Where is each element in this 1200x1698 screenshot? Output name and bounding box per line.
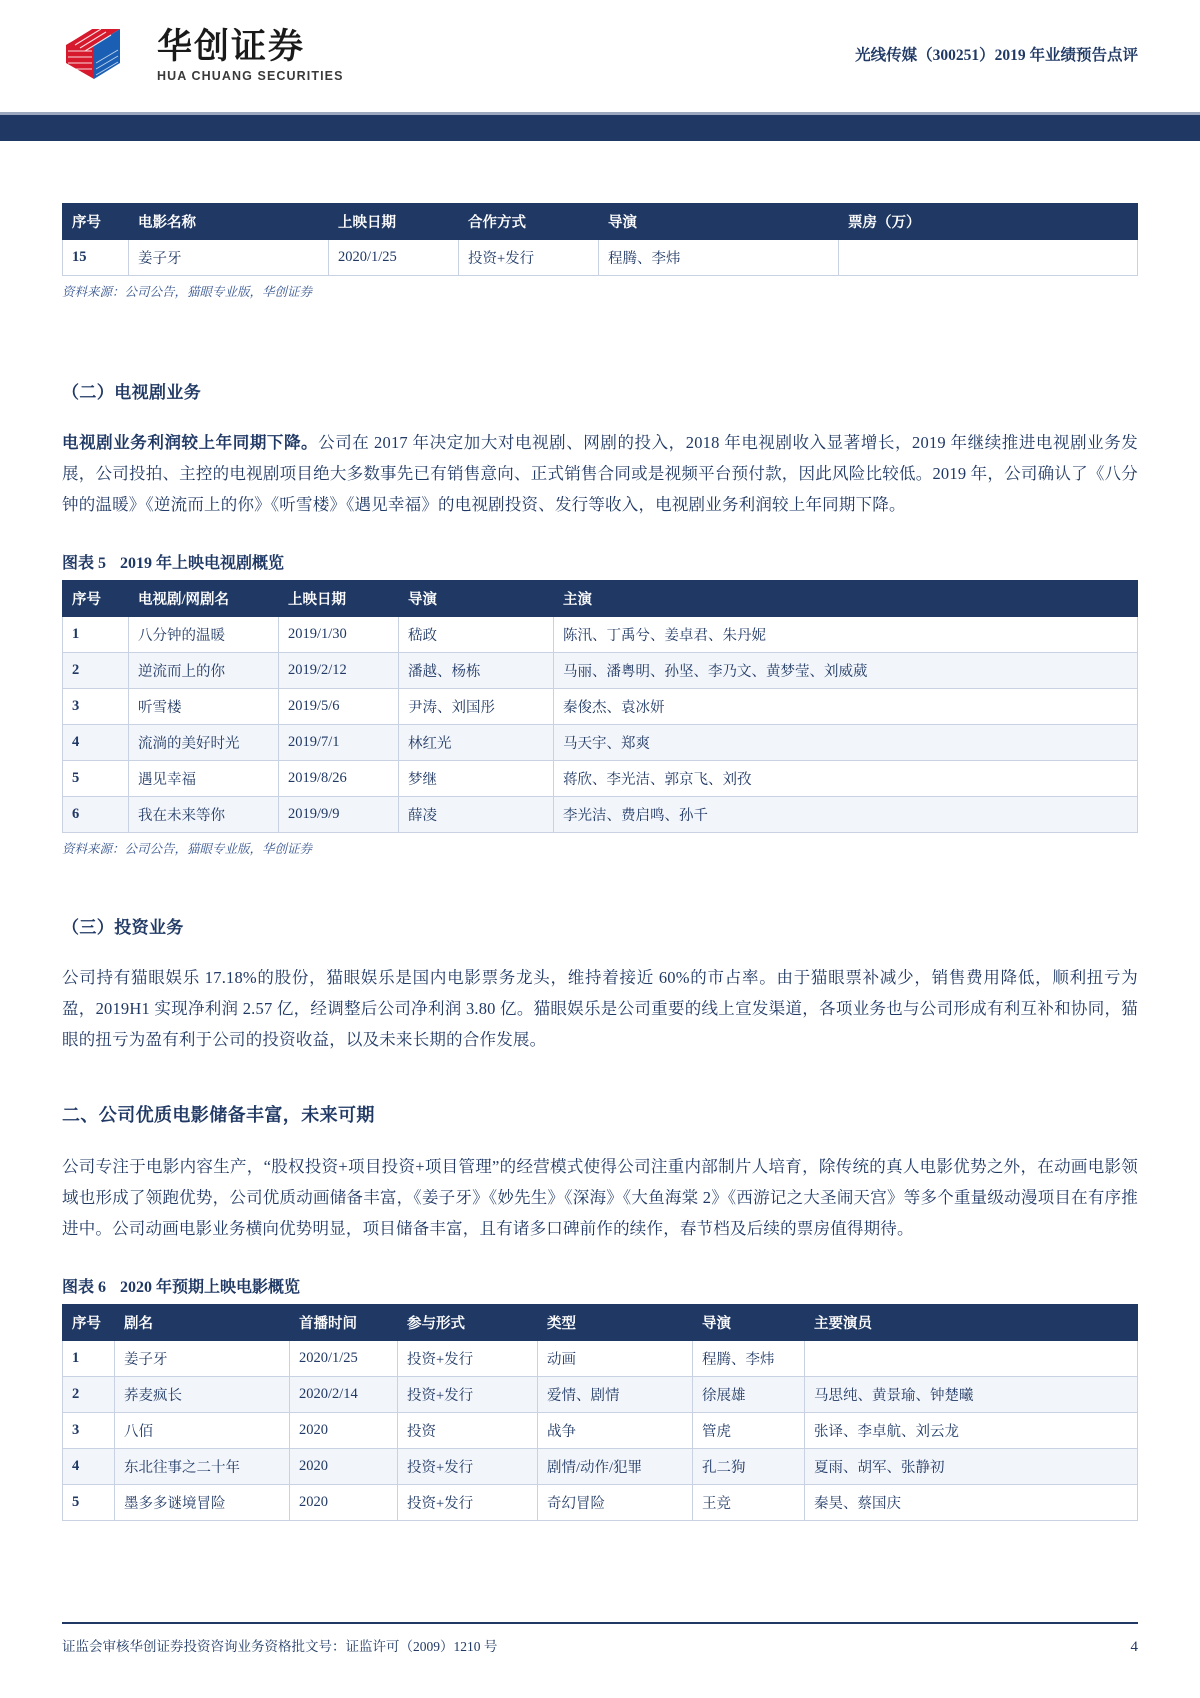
cell-lead-actors: 马天宇、郑爽 xyxy=(554,725,1138,761)
column-header: 合作方式 xyxy=(459,204,599,240)
cell-genre: 动画 xyxy=(538,1341,693,1377)
figure5-source-note: 资料来源：公司公告，猫眼专业版，华创证券 xyxy=(62,842,313,856)
cell-index: 2 xyxy=(63,1377,115,1413)
cell-main-actors: 夏雨、胡军、张静初 xyxy=(805,1449,1138,1485)
cell-drama-name: 我在未来等你 xyxy=(129,797,279,833)
page-footer xyxy=(0,1622,1200,1656)
cell-index: 1 xyxy=(63,617,129,653)
cell-title: 墨多多谜境冒险 xyxy=(115,1485,290,1521)
cell-release-date: 2020/1/25 xyxy=(329,240,459,276)
column-header: 票房（万） xyxy=(839,204,1138,240)
table-row xyxy=(63,653,1138,689)
cell-director: 王竞 xyxy=(693,1485,805,1521)
cell-participation-mode: 投资+发行 xyxy=(398,1377,538,1413)
cell-release-date: 2019/5/6 xyxy=(279,689,399,725)
footer-disclaimer: 证监会审核华创证券投资咨询业务资格批文号：证监许可（2009）1210 号 xyxy=(62,1639,498,1654)
cell-drama-name: 八分钟的温暖 xyxy=(129,617,279,653)
header-band-navy xyxy=(0,115,1200,141)
column-header: 上映日期 xyxy=(329,204,459,240)
cell-director: 梦继 xyxy=(399,761,554,797)
cell-box-office xyxy=(839,240,1138,276)
cell-index: 4 xyxy=(63,725,129,761)
cell-cooperation-mode: 投资+发行 xyxy=(459,240,599,276)
table-header-row xyxy=(63,581,1138,617)
paragraph-body: 公司在 2017 年决定加大对电视剧、网剧的投入，2018 年电视剧收入显著增长，2019 年继续推进电视剧业务发展，公司投拍、主控的电视剧项目绝大多数事先已有销售意向、正式销售合同或是视频平台预付款，因此风险比较低。2019 年，公司确认了《八分钟的温暖》《逆流而上的你》《听雪楼》《遇见幸福》的电视剧投资、发行等收入，电视剧业务利润较上年同期下降。 xyxy=(62,433,1139,514)
cell-title: 八佰 xyxy=(115,1413,290,1449)
cell-release-date: 2019/7/1 xyxy=(279,725,399,761)
report-header-title: 光线传媒（300251）2019 年业绩预告点评 xyxy=(855,47,1138,64)
column-header: 类型 xyxy=(538,1305,693,1341)
column-header: 参与形式 xyxy=(398,1305,538,1341)
cell-participation-mode: 投资+发行 xyxy=(398,1485,538,1521)
cell-genre: 剧情/动作/犯罪 xyxy=(538,1449,693,1485)
cell-director: 嵇政 xyxy=(399,617,554,653)
table-row xyxy=(63,689,1138,725)
table-row xyxy=(63,1485,1138,1521)
table-row xyxy=(63,1341,1138,1377)
cell-lead-actors: 马丽、潘粤明、孙坚、李乃文、黄梦莹、刘威葳 xyxy=(554,653,1138,689)
cell-director: 徐展雄 xyxy=(693,1377,805,1413)
table-row xyxy=(63,725,1138,761)
cell-main-actors: 张译、李卓航、刘云龙 xyxy=(805,1413,1138,1449)
column-header: 主演 xyxy=(554,581,1138,617)
table-tv-dramas-2019 xyxy=(62,580,1138,833)
column-header: 序号 xyxy=(63,204,129,240)
cell-index: 5 xyxy=(63,761,129,797)
paragraph-section-two: 公司专注于电影内容生产，“股权投资+项目投资+项目管理”的经营模式使得公司注重内部制片人培育，除传统的真人电影优势之外，在动画电影领域也形成了领跑优势，公司优质动画储备丰富，《姜子牙》《妙先生》《深海》《大鱼海棠 2》《西游记之大圣闹天宫》等多个重量级动漫项目在有序推进中。公司动画电影业务横向优势明显，项目储备丰富，且有诸多口碑前作的续作，春节档及后续的票房值得期待。 xyxy=(62,1157,1138,1238)
table-row xyxy=(63,1413,1138,1449)
table-source-note: 资料来源：公司公告，猫眼专业版，华创证券 xyxy=(62,285,313,299)
cell-index: 15 xyxy=(63,240,129,276)
cell-director: 程腾、李炜 xyxy=(599,240,839,276)
column-header: 导演 xyxy=(693,1305,805,1341)
cell-main-actors xyxy=(805,1341,1138,1377)
table-row xyxy=(63,240,1138,276)
cell-title: 荞麦疯长 xyxy=(115,1377,290,1413)
table-film-continued-wrap xyxy=(62,203,1138,300)
table-row xyxy=(63,1449,1138,1485)
table-row xyxy=(63,761,1138,797)
page-content xyxy=(0,203,1200,1521)
cell-title: 姜子牙 xyxy=(115,1341,290,1377)
cell-release-date: 2019/8/26 xyxy=(279,761,399,797)
column-header: 电视剧/网剧名 xyxy=(129,581,279,617)
cell-director: 薛凌 xyxy=(399,797,554,833)
cell-drama-name: 逆流而上的你 xyxy=(129,653,279,689)
figure6-title xyxy=(62,1274,1138,1297)
column-header: 电影名称 xyxy=(129,204,329,240)
cell-director: 林红光 xyxy=(399,725,554,761)
table-films-2020 xyxy=(62,1304,1138,1521)
cell-release-date: 2019/1/30 xyxy=(279,617,399,653)
figure5-caption: 2019 年上映电视剧概览 xyxy=(120,555,285,572)
cell-index: 1 xyxy=(63,1341,115,1377)
page-header xyxy=(0,0,1200,112)
cell-genre: 奇幻冒险 xyxy=(538,1485,693,1521)
cell-drama-name: 流淌的美好时光 xyxy=(129,725,279,761)
cell-main-actors: 秦昊、蔡国庆 xyxy=(805,1485,1138,1521)
cell-index: 6 xyxy=(63,797,129,833)
cell-director: 程腾、李炜 xyxy=(693,1341,805,1377)
cell-premiere-date: 2020/2/14 xyxy=(290,1377,398,1413)
cell-premiere-date: 2020 xyxy=(290,1449,398,1485)
table-row xyxy=(63,797,1138,833)
cell-participation-mode: 投资+发行 xyxy=(398,1341,538,1377)
logo-chinese-name: 华创证券 xyxy=(157,27,306,67)
company-logo xyxy=(62,25,344,87)
heading-tv-business: （二）电视剧业务 xyxy=(62,383,202,402)
cell-drama-name: 听雪楼 xyxy=(129,689,279,725)
footer-divider xyxy=(62,1622,1138,1624)
column-header: 序号 xyxy=(63,581,129,617)
cell-release-date: 2019/9/9 xyxy=(279,797,399,833)
cell-participation-mode: 投资+发行 xyxy=(398,1449,538,1485)
cell-lead-actors: 陈汛、丁禹兮、姜卓君、朱丹妮 xyxy=(554,617,1138,653)
cell-release-date: 2019/2/12 xyxy=(279,653,399,689)
cell-premiere-date: 2020/1/25 xyxy=(290,1341,398,1377)
hua-chuang-cube-icon xyxy=(62,25,146,87)
table-row xyxy=(63,1377,1138,1413)
paragraph-investment-business: 公司持有猫眼娱乐 17.18%的股份，猫眼娱乐是国内电影票务龙头，维持着接近 60%的市占率。由于猫眼票补减少，销售费用降低，顺利扭亏为盈，2019H1 实现净利润 2.57 亿，经调整后公司净利润 3.80 亿。猫眼娱乐是公司重要的线上宣发渠道，各项业务也与公司形成有利互补和协同，猫眼的扭亏为盈有利于公司的投资收益，以及未来长期的合作发展。 xyxy=(62,968,1138,1049)
heading-section-two: 二、公司优质电影储备丰富，未来可期 xyxy=(62,1105,375,1125)
figure6-number: 图表 6 xyxy=(62,1279,107,1296)
cell-film-name: 姜子牙 xyxy=(129,240,329,276)
cell-genre: 战争 xyxy=(538,1413,693,1449)
column-header: 导演 xyxy=(399,581,554,617)
cell-director: 潘越、杨栋 xyxy=(399,653,554,689)
cell-lead-actors: 秦俊杰、袁冰妍 xyxy=(554,689,1138,725)
table-header-row xyxy=(63,1305,1138,1341)
cell-index: 5 xyxy=(63,1485,115,1521)
figure6-caption: 2020 年预期上映电影概览 xyxy=(120,1279,301,1296)
cell-director: 尹涛、刘国彤 xyxy=(399,689,554,725)
column-header: 主要演员 xyxy=(805,1305,1138,1341)
heading-investment-business: （三）投资业务 xyxy=(62,918,184,937)
cell-title: 东北往事之二十年 xyxy=(115,1449,290,1485)
logo-english-name: HUA CHUANG SECURITIES xyxy=(157,68,344,83)
paragraph-tv-business xyxy=(62,427,1138,520)
cell-director: 管虎 xyxy=(693,1413,805,1449)
column-header: 上映日期 xyxy=(279,581,399,617)
cell-index: 3 xyxy=(63,689,129,725)
cell-main-actors: 马思纯、黄景瑜、钟楚曦 xyxy=(805,1377,1138,1413)
cell-participation-mode: 投资 xyxy=(398,1413,538,1449)
column-header: 序号 xyxy=(63,1305,115,1341)
cell-director: 孔二狗 xyxy=(693,1449,805,1485)
column-header: 首播时间 xyxy=(290,1305,398,1341)
cell-genre: 爱情、剧情 xyxy=(538,1377,693,1413)
cell-index: 4 xyxy=(63,1449,115,1485)
column-header: 剧名 xyxy=(115,1305,290,1341)
table-film-continued xyxy=(62,203,1138,276)
cell-lead-actors: 蒋欣、李光洁、郭京飞、刘孜 xyxy=(554,761,1138,797)
cell-drama-name: 遇见幸福 xyxy=(129,761,279,797)
figure5-title xyxy=(62,550,1138,573)
cell-premiere-date: 2020 xyxy=(290,1485,398,1521)
figure5-number: 图表 5 xyxy=(62,555,107,572)
cell-index: 3 xyxy=(63,1413,115,1449)
page-number: 4 xyxy=(1130,1639,1138,1655)
column-header: 导演 xyxy=(599,204,839,240)
table-row xyxy=(63,617,1138,653)
cell-index: 2 xyxy=(63,653,129,689)
table-header-row xyxy=(63,204,1138,240)
cell-premiere-date: 2020 xyxy=(290,1413,398,1449)
cell-lead-actors: 李光洁、费启鸣、孙千 xyxy=(554,797,1138,833)
paragraph-lead-bold: 电视剧业务利润较上年同期下降。 xyxy=(62,433,319,452)
